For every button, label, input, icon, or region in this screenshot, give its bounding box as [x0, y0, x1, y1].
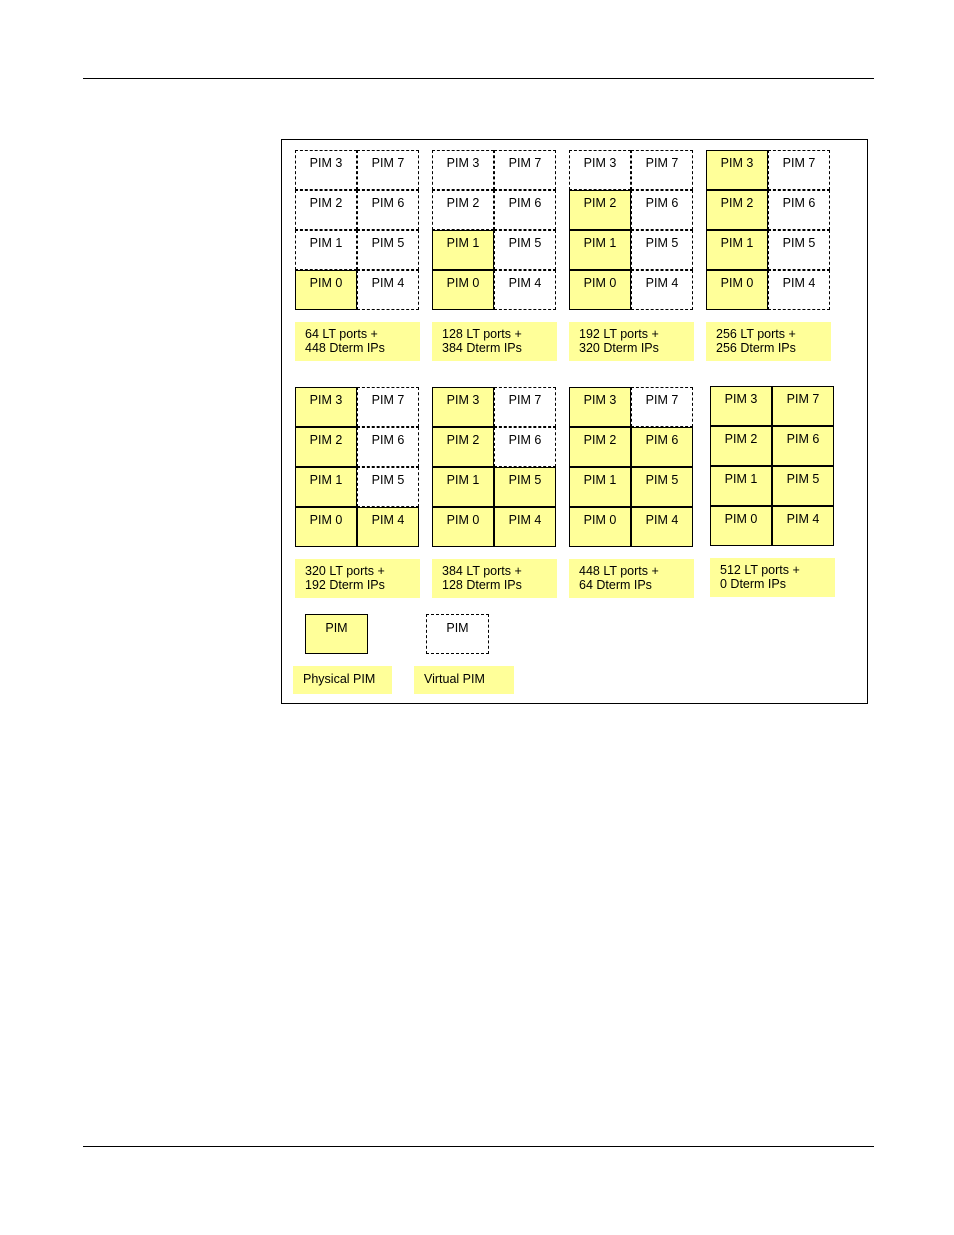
pim-cell: PIM 6: [631, 190, 693, 230]
pim-cell: PIM 0: [569, 270, 631, 310]
pim-cell: PIM 0: [710, 506, 772, 546]
group-5-caption: [295, 559, 420, 598]
pim-cell: PIM 5: [357, 230, 419, 270]
pim-cell: PIM 1: [295, 467, 357, 507]
pim-cell: PIM 3: [295, 387, 357, 427]
caption-line: 128 LT ports +: [442, 327, 522, 341]
pim-cell: PIM 0: [569, 507, 631, 547]
pim-cell: PIM 1: [569, 230, 631, 270]
pim-cell: PIM 5: [494, 230, 556, 270]
pim-cell: PIM 0: [295, 270, 357, 310]
footer-rule: [83, 1146, 874, 1147]
pim-cell: PIM 4: [494, 270, 556, 310]
caption-line: 64 Dterm IPs: [579, 578, 652, 592]
header-rule: [83, 78, 874, 79]
pim-cell: PIM 6: [494, 190, 556, 230]
pim-cell: PIM 4: [494, 507, 556, 547]
pim-cell: PIM 2: [569, 427, 631, 467]
pim-group-4: [706, 150, 832, 310]
caption-line: 0 Dterm IPs: [720, 577, 786, 591]
pim-cell: PIM 2: [569, 190, 631, 230]
pim-cell: PIM 4: [772, 506, 834, 546]
legend-physical-label: Physical PIM: [293, 666, 392, 694]
pim-cell: PIM 3: [432, 387, 494, 427]
caption-line: 448 Dterm IPs: [305, 341, 385, 355]
pim-cell: PIM 6: [357, 427, 419, 467]
pim-cell: PIM 2: [710, 426, 772, 466]
pim-cell: PIM 0: [432, 270, 494, 310]
pim-cell: PIM 1: [569, 467, 631, 507]
pim-cell: PIM 1: [432, 230, 494, 270]
pim-cell: PIM 2: [432, 190, 494, 230]
caption-line: 448 LT ports +: [579, 564, 659, 578]
pim-cell: PIM 5: [631, 230, 693, 270]
pim-cell: PIM 2: [432, 427, 494, 467]
pim-cell: PIM 6: [772, 426, 834, 466]
pim-cell: PIM 7: [357, 387, 419, 427]
pim-cell: PIM 7: [494, 150, 556, 190]
pim-configuration-figure: [281, 139, 868, 704]
pim-cell: PIM 4: [631, 270, 693, 310]
pim-cell: PIM 7: [494, 387, 556, 427]
group-3-caption: [569, 322, 694, 361]
pim-group-2: [432, 150, 558, 310]
pim-cell: PIM 6: [494, 427, 556, 467]
pim-cell: PIM 2: [295, 427, 357, 467]
pim-cell: PIM 7: [631, 150, 693, 190]
group-2-caption: [432, 322, 557, 361]
pim-cell: PIM 6: [357, 190, 419, 230]
pim-cell: PIM 1: [706, 230, 768, 270]
legend-virtual-box: PIM: [426, 614, 489, 654]
pim-cell: PIM 7: [768, 150, 830, 190]
pim-cell: PIM 1: [432, 467, 494, 507]
caption-line: 128 Dterm IPs: [442, 578, 522, 592]
legend-virtual-label: Virtual PIM: [414, 666, 514, 694]
caption-line: 256 LT ports +: [716, 327, 796, 341]
legend-physical-box: PIM: [305, 614, 368, 654]
pim-cell: PIM 3: [569, 150, 631, 190]
pim-group-7: [569, 387, 695, 547]
group-7-caption: [569, 559, 694, 598]
pim-cell: PIM 0: [706, 270, 768, 310]
pim-cell: PIM 5: [772, 466, 834, 506]
caption-line: 64 LT ports +: [305, 327, 378, 341]
pim-cell: PIM 5: [494, 467, 556, 507]
pim-cell: PIM 4: [357, 507, 419, 547]
caption-line: 512 LT ports +: [720, 563, 800, 577]
group-1-caption: [295, 322, 420, 361]
pim-group-5: [295, 387, 421, 547]
caption-line: 384 LT ports +: [442, 564, 522, 578]
caption-line: 320 Dterm IPs: [579, 341, 659, 355]
pim-cell: PIM 3: [706, 150, 768, 190]
pim-cell: PIM 5: [768, 230, 830, 270]
caption-line: 192 Dterm IPs: [305, 578, 385, 592]
pim-cell: PIM 4: [357, 270, 419, 310]
pim-group-1: [295, 150, 421, 310]
pim-cell: PIM 5: [631, 467, 693, 507]
caption-line: 192 LT ports +: [579, 327, 659, 341]
pim-cell: PIM 1: [295, 230, 357, 270]
caption-line: 384 Dterm IPs: [442, 341, 522, 355]
pim-cell: PIM 7: [631, 387, 693, 427]
pim-cell: PIM 2: [295, 190, 357, 230]
caption-line: 320 LT ports +: [305, 564, 385, 578]
pim-cell: PIM 0: [295, 507, 357, 547]
pim-cell: PIM 3: [710, 386, 772, 426]
pim-cell: PIM 0: [432, 507, 494, 547]
pim-cell: PIM 6: [631, 427, 693, 467]
pim-cell: PIM 3: [432, 150, 494, 190]
group-4-caption: [706, 322, 831, 361]
pim-group-3: [569, 150, 695, 310]
caption-line: 256 Dterm IPs: [716, 341, 796, 355]
group-6-caption: [432, 559, 557, 598]
pim-cell: PIM 7: [772, 386, 834, 426]
group-8-caption: [710, 558, 835, 597]
pim-cell: PIM 3: [295, 150, 357, 190]
pim-cell: PIM 4: [631, 507, 693, 547]
pim-cell: PIM 6: [768, 190, 830, 230]
pim-cell: PIM 4: [768, 270, 830, 310]
pim-cell: PIM 3: [569, 387, 631, 427]
pim-cell: PIM 5: [357, 467, 419, 507]
pim-cell: PIM 2: [706, 190, 768, 230]
pim-group-8: [710, 386, 836, 546]
pim-group-6: [432, 387, 558, 547]
pim-cell: PIM 7: [357, 150, 419, 190]
pim-cell: PIM 1: [710, 466, 772, 506]
